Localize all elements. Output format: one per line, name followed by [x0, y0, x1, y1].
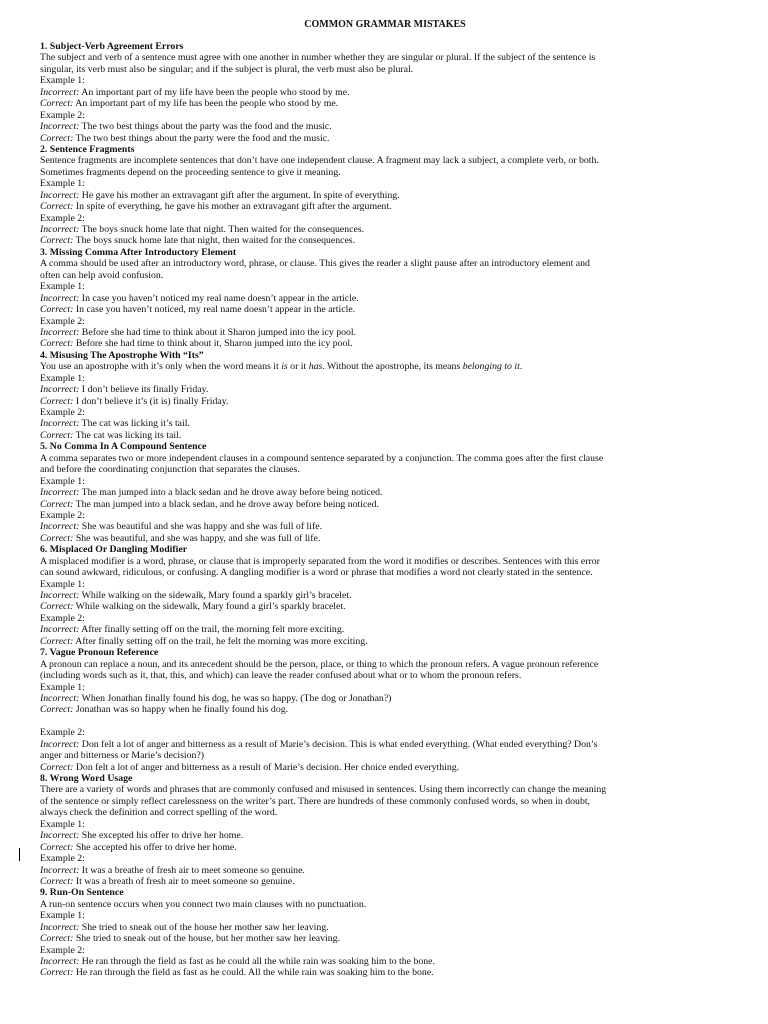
body-line: Example 1: [40, 681, 85, 693]
example-text: He gave his mother an extravagant gift after the argument. In spite of everything. [79, 189, 400, 201]
section-heading: 8. Wrong Word Usage [40, 773, 133, 784]
example-text: It was a breathe of fresh air to meet someone so genuine. [79, 864, 305, 876]
section-heading: 6. Misplaced Or Dangling Modifier [40, 544, 188, 556]
example-line [40, 590, 730, 601]
body-text: or it [287, 361, 309, 373]
text-cursor [19, 848, 20, 861]
document-title: COMMON GRAMMAR MISTAKES [304, 19, 466, 30]
body-line: Example 2: [40, 407, 85, 418]
body-line: Sentence fragments are incomplete sentences that don’t have one independent clause. A fragment may lack a subject, a complete verb, or both. [40, 155, 599, 167]
body-line: Sometimes fragments depend on the proceeding sentence to give it meaning. [40, 166, 341, 178]
example-label: Incorrect: [40, 224, 80, 235]
example-text: Jonathan was so happy when he finally found his dog. [73, 704, 289, 716]
example-text: The boys snuck home late that night. Then waited for the consequences. [79, 224, 365, 235]
example-text: I don’t believe its finally Friday. [79, 384, 209, 396]
example-line [40, 876, 730, 887]
example-line [40, 235, 730, 246]
body-line: A pronoun can replace a noun, and its antecedent should be the person, place, or thing to which the pronoun refers. A vague pronoun reference [40, 658, 599, 670]
example-label: Incorrect: [40, 921, 80, 933]
body-line: can sound awkward, ridiculous, or confusing. A dangling modifier is a word or phrase that modifies a word not clearly stated in the sentence. [40, 567, 593, 579]
example-text: She was beautiful, and she was happy, and she was full of life. [73, 532, 321, 544]
example-label: Incorrect: [40, 418, 80, 430]
body-line: Example 1: [40, 910, 85, 922]
example-line [40, 98, 730, 109]
section-heading: 7. Vague Pronoun Reference [40, 647, 159, 659]
body-line: and before the coordinating conjunction that separates the clauses. [40, 464, 300, 476]
body-line: Example 1: [40, 475, 85, 487]
example-label: Correct: [40, 875, 74, 887]
example-text: She tried to sneak out of the house, but her mother saw her leaving. [73, 933, 341, 945]
body-line: Example 2: [40, 727, 85, 739]
section-heading: 3. Missing Comma After Introductory Element [40, 246, 237, 258]
example-label: Correct: [40, 498, 74, 510]
example-line [40, 327, 730, 338]
example-line [40, 499, 730, 510]
example-label: Correct: [40, 98, 74, 110]
example-label: Incorrect: [40, 384, 80, 396]
example-line [40, 133, 730, 144]
example-label: Incorrect: [40, 624, 80, 636]
example-label: Incorrect: [40, 326, 80, 338]
body-line: Example 2: [40, 315, 85, 327]
example-label: Incorrect: [40, 86, 80, 98]
example-label: Incorrect: [40, 487, 80, 499]
example-text: An important part of my life has been the people who stood by me. [73, 98, 339, 110]
example-line [40, 521, 730, 532]
body-line: Example 2: [40, 853, 85, 865]
example-line [40, 922, 730, 933]
example-line [40, 601, 730, 612]
example-line [40, 384, 730, 395]
body-line: A comma should be used after an introductory word, phrase, or clause. This gives the reader a slight pause after an introductory element and [40, 258, 590, 270]
emphasis-text: is [281, 361, 288, 373]
example-label: Incorrect: [40, 590, 80, 601]
section-heading: 4. Misusing The Apostrophe With “Its” [40, 349, 204, 361]
example-line [40, 967, 730, 978]
example-text: The man jumped into a black sedan and he drove away before being noticed. [79, 487, 383, 499]
body-line: A misplaced modifier is a word, phrase, or clause that is improperly separated from the word it modifies or describes. Sentences with this error [40, 555, 600, 567]
body-line: Example 2: [40, 509, 85, 521]
body-line: Example 1: [40, 372, 85, 384]
example-text: The man jumped into a black sedan, and he drove away before being noticed. [73, 498, 379, 510]
body-text: You use an apostrophe with it’s only when the word means it [40, 361, 282, 373]
example-text: The two best things about the party were the food and the music. [73, 132, 330, 144]
example-line [40, 533, 730, 544]
body-line: singular, its verb must also be singular; and if the subject is plural, the verb must also be plural. [40, 63, 414, 75]
body-line: Example 2: [40, 109, 85, 121]
body-line: There are a variety of words and phrases that are commonly confused and misused in sentences. Using them incorrectly can change the meaning [40, 784, 607, 796]
body-line: often can help avoid confusion. [40, 269, 164, 281]
example-text: She was beautiful and she was happy and she was full of life. [79, 521, 323, 533]
body-line: of the sentence or simply reflect carelessness on the writer’s part. There are hundreds of these commonly confused words, so when in doubt, [40, 795, 591, 807]
example-text: She tried to sneak out of the house her mother saw her leaving. [79, 921, 329, 933]
example-text: I don’t believe it’s (it is) finally Friday. [73, 395, 229, 407]
example-text: She accepted his offer to drive her home. [73, 841, 237, 853]
example-label: Correct: [40, 235, 74, 247]
example-line [40, 121, 730, 132]
example-label: Incorrect: [40, 521, 80, 533]
example-text: While walking on the sidewalk, Mary found a girl’s sparkly bracelet. [73, 601, 346, 613]
example-text: After finally setting off on the trail, the morning felt more exciting. [79, 624, 345, 636]
body-line: Example 1: [40, 818, 85, 830]
example-label: Incorrect: [40, 864, 80, 876]
body-text: . Without the apostrophe, its means [322, 361, 463, 373]
emphasis-text: has [308, 361, 323, 373]
example-label: Correct: [40, 635, 74, 647]
example-line [40, 338, 730, 349]
example-text: He ran through the field as fast as he could. All the while rain was soaking him to the bone. [73, 967, 434, 979]
example-label: Correct: [40, 338, 74, 350]
example-text: The cat was licking it’s tail. [79, 418, 190, 430]
example-text: In case you haven’t noticed, my real name doesn’t appear in the article. [73, 304, 356, 316]
example-label: Correct: [40, 704, 74, 716]
example-label: Correct: [40, 304, 74, 316]
example-label: Correct: [40, 532, 74, 544]
example-line [40, 87, 730, 98]
example-text: The boys snuck home late that night, then waited for the consequences. [73, 235, 356, 247]
body-text: . [519, 361, 523, 373]
example-line [40, 293, 730, 304]
example-text: Before she had time to think about it, Sharon jumped into the icy pool. [73, 338, 353, 350]
document-body [40, 41, 730, 979]
example-line [40, 396, 730, 407]
example-line [40, 304, 730, 315]
example-line [40, 487, 730, 498]
example-line [40, 693, 730, 704]
example-line [40, 624, 730, 635]
blank-line [40, 716, 730, 727]
example-text: The cat was licking its tail. [73, 429, 182, 441]
example-text: He ran through the field as fast as he could all the while rain was soaking him to the bone. [79, 956, 435, 967]
example-line [40, 201, 730, 212]
example-label: Correct: [40, 601, 74, 613]
example-label: Correct: [40, 967, 74, 979]
example-label: Incorrect: [40, 738, 80, 750]
example-text: The two best things about the party was the food and the music. [79, 121, 332, 133]
example-text: While walking on the sidewalk, Mary found a sparkly girl’s bracelet. [79, 590, 352, 601]
example-line [40, 842, 730, 853]
body-line [40, 361, 730, 372]
example-line [40, 865, 730, 876]
example-label: Incorrect: [40, 292, 80, 304]
example-text: In case you haven’t noticed my real name doesn’t appear in the article. [79, 292, 359, 304]
example-text: Don felt a lot of anger and bitterness as a result of Marie’s decision. Her choice ended everything. [73, 761, 460, 773]
body-line: always check the definition and correct spelling of the word. [40, 807, 278, 819]
body-line: anger and bitterness or Marie’s decision?) [40, 750, 205, 762]
body-line: Example 1: [40, 75, 85, 87]
example-line [40, 933, 730, 944]
example-label: Incorrect: [40, 956, 80, 967]
example-label: Correct: [40, 132, 74, 144]
section-heading: 1. Subject-Verb Agreement Errors [40, 41, 184, 52]
body-line: (including words such as it, that, this, and which) can leave the reader confused about what or to whom the pronoun refers. [40, 670, 522, 682]
example-line [40, 418, 730, 429]
emphasis-text: belonging to it [462, 361, 520, 373]
example-text: Don felt a lot of anger and bitterness as a result of Marie’s decision. This is what ended everything. (What ended everything? Don’s [79, 738, 598, 750]
example-label: Correct: [40, 201, 74, 213]
section-heading: 2. Sentence Fragments [40, 143, 135, 155]
example-text: After finally setting off on the trail, he felt the morning was more exciting. [73, 635, 368, 647]
example-label: Correct: [40, 761, 74, 773]
example-label: Incorrect: [40, 830, 80, 842]
example-label: Incorrect: [40, 692, 80, 704]
body-line: Example 2: [40, 212, 85, 224]
example-line [40, 762, 730, 773]
example-line [40, 956, 730, 967]
example-label: Correct: [40, 841, 74, 853]
example-label: Correct: [40, 395, 74, 407]
example-line [40, 636, 730, 647]
example-text: In spite of everything, he gave his mother an extravagant gift after the argument. [73, 201, 392, 213]
example-line [40, 704, 730, 715]
section-heading: 9. Run-On Sentence [40, 887, 124, 899]
body-line: The subject and verb of a sentence must agree with one another in number whether they are singular or plural. If the subject of the sentence is [40, 52, 596, 64]
example-text: She excepted his offer to drive her home. [79, 830, 244, 842]
body-line: A run-on sentence occurs when you connect two main clauses with no punctuation. [40, 898, 367, 910]
body-line: Example 2: [40, 612, 85, 624]
example-text: It was a breath of fresh air to meet someone so genuine. [73, 875, 295, 887]
body-line: Example 1: [40, 281, 85, 293]
example-line [40, 430, 730, 441]
example-line [40, 190, 730, 201]
example-text: Before she had time to think about it Sharon jumped into the icy pool. [79, 326, 357, 338]
example-label: Correct: [40, 933, 74, 945]
example-label: Incorrect: [40, 121, 80, 133]
example-line [40, 224, 730, 235]
section-heading: 5. No Comma In A Compound Sentence [40, 441, 207, 453]
body-line: Example 1: [40, 578, 85, 590]
example-text: When Jonathan finally found his dog, he was so happy. (The dog or Jonathan?) [79, 692, 392, 704]
example-text: An important part of my life have been the people who stood by me. [79, 86, 350, 98]
example-label: Correct: [40, 429, 74, 441]
body-line: A comma separates two or more independent clauses in a compound sentence separated by a conjunction. The comma goes after the first clause [40, 452, 604, 464]
example-line [40, 739, 730, 750]
body-line: Example 2: [40, 944, 85, 956]
example-label: Incorrect: [40, 189, 80, 201]
example-line [40, 830, 730, 841]
body-line: Example 1: [40, 178, 85, 190]
